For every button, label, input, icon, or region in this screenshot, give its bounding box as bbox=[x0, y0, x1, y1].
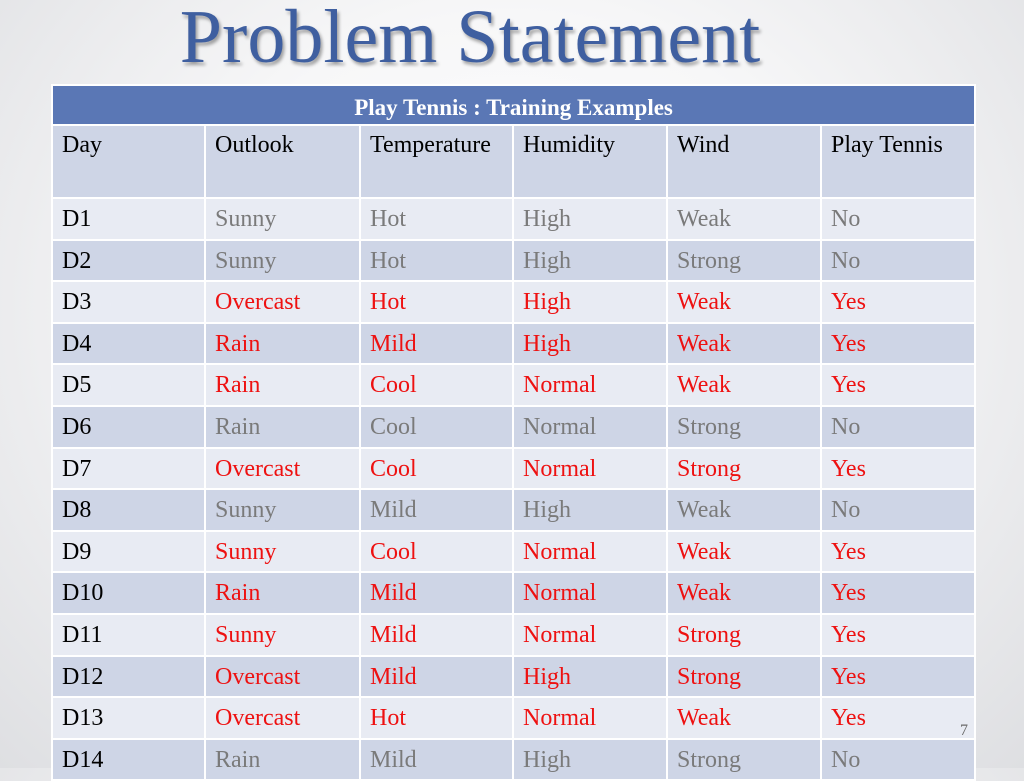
cell-humidity: High bbox=[513, 323, 667, 365]
cell-play-tennis: Yes bbox=[821, 448, 975, 490]
cell-temperature: Hot bbox=[360, 240, 513, 282]
cell-temperature: Cool bbox=[360, 406, 513, 448]
cell-temperature: Cool bbox=[360, 364, 513, 406]
cell-humidity: High bbox=[513, 656, 667, 698]
cell-outlook: Sunny bbox=[205, 489, 360, 531]
cell-humidity: High bbox=[513, 240, 667, 282]
cell-day: D2 bbox=[52, 240, 205, 282]
table-row bbox=[52, 281, 975, 323]
cell-outlook: Overcast bbox=[205, 697, 360, 739]
cell-temperature: Mild bbox=[360, 739, 513, 781]
cell-day: D8 bbox=[52, 489, 205, 531]
cell-wind: Strong bbox=[667, 240, 821, 282]
cell-outlook: Overcast bbox=[205, 448, 360, 490]
cell-outlook: Sunny bbox=[205, 240, 360, 282]
cell-wind: Strong bbox=[667, 448, 821, 490]
cell-play-tennis: Yes bbox=[821, 572, 975, 614]
column-header-play-tennis: Play Tennis bbox=[821, 125, 975, 198]
cell-temperature: Mild bbox=[360, 614, 513, 656]
cell-wind: Weak bbox=[667, 697, 821, 739]
cell-outlook: Sunny bbox=[205, 614, 360, 656]
cell-humidity: High bbox=[513, 198, 667, 240]
cell-day: D10 bbox=[52, 572, 205, 614]
table-row bbox=[52, 656, 975, 698]
cell-day: D12 bbox=[52, 656, 205, 698]
cell-outlook: Rain bbox=[205, 406, 360, 448]
cell-humidity: Normal bbox=[513, 364, 667, 406]
cell-play-tennis: Yes bbox=[821, 281, 975, 323]
cell-outlook: Overcast bbox=[205, 281, 360, 323]
cell-play-tennis: No bbox=[821, 406, 975, 448]
table-header-row bbox=[52, 125, 975, 198]
cell-wind: Weak bbox=[667, 364, 821, 406]
cell-play-tennis: Yes bbox=[821, 656, 975, 698]
table-row bbox=[52, 614, 975, 656]
cell-day: D13 bbox=[52, 697, 205, 739]
cell-play-tennis: No bbox=[821, 198, 975, 240]
column-header-humidity: Humidity bbox=[513, 125, 667, 198]
table-caption: Play Tennis : Training Examples bbox=[52, 85, 975, 125]
cell-temperature: Hot bbox=[360, 281, 513, 323]
cell-day: D14 bbox=[52, 739, 205, 781]
slide-title: Problem Statement bbox=[179, 0, 761, 79]
cell-wind: Weak bbox=[667, 281, 821, 323]
cell-play-tennis: Yes bbox=[821, 364, 975, 406]
cell-wind: Weak bbox=[667, 323, 821, 365]
training-examples-table bbox=[51, 84, 976, 781]
table-row bbox=[52, 739, 975, 781]
cell-humidity: Normal bbox=[513, 697, 667, 739]
cell-outlook: Rain bbox=[205, 572, 360, 614]
cell-outlook: Rain bbox=[205, 739, 360, 781]
table-row bbox=[52, 198, 975, 240]
cell-humidity: Normal bbox=[513, 614, 667, 656]
cell-temperature: Mild bbox=[360, 572, 513, 614]
cell-humidity: High bbox=[513, 489, 667, 531]
table-row bbox=[52, 572, 975, 614]
cell-wind: Weak bbox=[667, 572, 821, 614]
cell-outlook: Sunny bbox=[205, 531, 360, 573]
table-row bbox=[52, 448, 975, 490]
cell-humidity: High bbox=[513, 281, 667, 323]
cell-wind: Strong bbox=[667, 739, 821, 781]
table-row bbox=[52, 364, 975, 406]
cell-humidity: Normal bbox=[513, 531, 667, 573]
cell-play-tennis: No bbox=[821, 489, 975, 531]
cell-temperature: Mild bbox=[360, 323, 513, 365]
cell-outlook: Rain bbox=[205, 323, 360, 365]
cell-temperature: Mild bbox=[360, 489, 513, 531]
table-row bbox=[52, 531, 975, 573]
cell-wind: Strong bbox=[667, 656, 821, 698]
table-caption-row bbox=[52, 85, 975, 125]
table-body bbox=[52, 198, 975, 780]
cell-day: D3 bbox=[52, 281, 205, 323]
cell-temperature: Cool bbox=[360, 531, 513, 573]
cell-wind: Strong bbox=[667, 614, 821, 656]
cell-outlook: Sunny bbox=[205, 198, 360, 240]
cell-wind: Strong bbox=[667, 406, 821, 448]
cell-humidity: Normal bbox=[513, 572, 667, 614]
cell-temperature: Hot bbox=[360, 198, 513, 240]
cell-play-tennis: No bbox=[821, 739, 975, 781]
cell-humidity: Normal bbox=[513, 448, 667, 490]
column-header-temperature: Temperature bbox=[360, 125, 513, 198]
cell-play-tennis: Yes bbox=[821, 531, 975, 573]
cell-temperature: Cool bbox=[360, 448, 513, 490]
cell-day: D6 bbox=[52, 406, 205, 448]
cell-outlook: Rain bbox=[205, 364, 360, 406]
cell-day: D7 bbox=[52, 448, 205, 490]
cell-day: D9 bbox=[52, 531, 205, 573]
column-header-outlook: Outlook bbox=[205, 125, 360, 198]
table-row bbox=[52, 489, 975, 531]
cell-temperature: Mild bbox=[360, 656, 513, 698]
cell-day: D5 bbox=[52, 364, 205, 406]
column-header-wind: Wind bbox=[667, 125, 821, 198]
cell-day: D1 bbox=[52, 198, 205, 240]
table-row bbox=[52, 323, 975, 365]
cell-day: D4 bbox=[52, 323, 205, 365]
table-row bbox=[52, 240, 975, 282]
cell-wind: Weak bbox=[667, 489, 821, 531]
table-row bbox=[52, 697, 975, 739]
cell-play-tennis: Yes bbox=[821, 614, 975, 656]
cell-play-tennis: Yes bbox=[821, 323, 975, 365]
slide-number: 7 bbox=[960, 722, 968, 739]
cell-wind: Weak bbox=[667, 198, 821, 240]
cell-temperature: Hot bbox=[360, 697, 513, 739]
cell-humidity: High bbox=[513, 739, 667, 781]
column-header-day: Day bbox=[52, 125, 205, 198]
cell-play-tennis: Yes bbox=[821, 697, 975, 739]
cell-humidity: Normal bbox=[513, 406, 667, 448]
cell-play-tennis: No bbox=[821, 240, 975, 282]
table-row bbox=[52, 406, 975, 448]
cell-wind: Weak bbox=[667, 531, 821, 573]
cell-outlook: Overcast bbox=[205, 656, 360, 698]
cell-day: D11 bbox=[52, 614, 205, 656]
